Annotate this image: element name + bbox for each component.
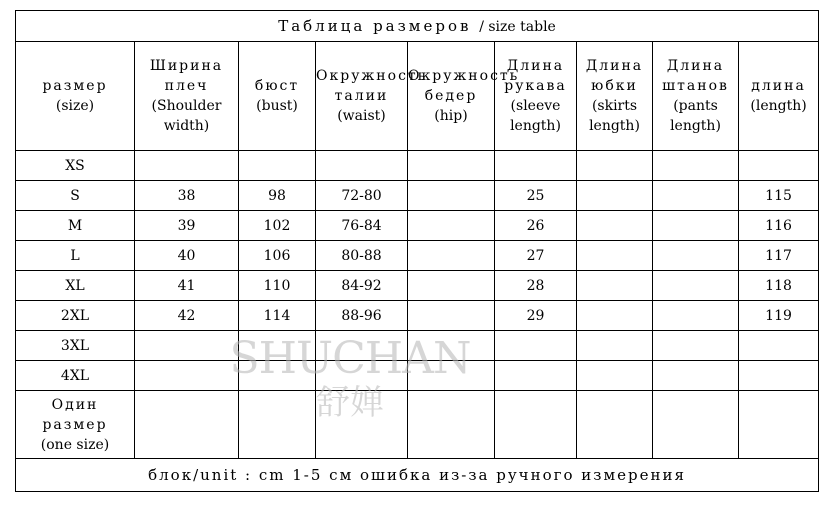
table-row <box>16 241 819 271</box>
cell-pants <box>653 181 739 211</box>
cell-waist: 84-92 <box>316 271 408 301</box>
cell-length <box>739 331 819 361</box>
cell-hip <box>408 301 495 331</box>
cell-hip <box>408 271 495 301</box>
header-shoulder-ru: Ширина плеч <box>149 58 224 94</box>
cell-waist <box>316 151 408 181</box>
cell-length: 119 <box>739 301 819 331</box>
header-pants-ru: Длина штанов <box>662 58 729 94</box>
header-skirt-en: (skirts length) <box>589 98 640 134</box>
cell-pants <box>653 271 739 301</box>
table-title <box>16 11 819 42</box>
table-cell <box>316 391 408 459</box>
cell-skirt <box>577 271 653 301</box>
table-cell <box>239 391 316 459</box>
cell-pants <box>653 241 739 271</box>
cell-sleeve: 29 <box>495 301 577 331</box>
cell-length: 115 <box>739 181 819 211</box>
watermark-en: SHUCHAN <box>229 333 471 384</box>
cell-length: 118 <box>739 271 819 301</box>
table-row <box>16 331 819 361</box>
cell-bust <box>239 331 316 361</box>
header-size <box>16 42 135 151</box>
cell-bust: 106 <box>239 241 316 271</box>
cell-skirt <box>577 331 653 361</box>
one-size-ru: Один размер <box>42 396 108 433</box>
table-row <box>16 271 819 301</box>
header-shoulder <box>135 42 239 151</box>
header-length <box>739 42 819 151</box>
cell-pants <box>653 151 739 181</box>
cell-bust <box>239 151 316 181</box>
header-bust <box>239 42 316 151</box>
header-sleeve-en: (sleeve length) <box>510 98 561 134</box>
cell-size: M <box>16 211 135 241</box>
size-rows <box>16 151 819 391</box>
cell-skirt <box>577 361 653 391</box>
header-length-en: (length) <box>750 98 807 114</box>
cell-shoulder: 40 <box>135 241 239 271</box>
cell-bust: 102 <box>239 211 316 241</box>
table-cell <box>577 391 653 459</box>
cell-waist: 72-80 <box>316 181 408 211</box>
header-size-en: (size) <box>55 98 95 114</box>
header-waist <box>316 42 428 151</box>
measurement-note: блок/unit : cm 1-5 см ошибка из-за ручного измерения <box>16 459 819 492</box>
table-row <box>16 211 819 241</box>
table-cell <box>739 391 819 459</box>
cell-pants <box>653 361 739 391</box>
cell-length <box>739 151 819 181</box>
cell-sleeve: 28 <box>495 271 577 301</box>
cell-sleeve <box>495 331 577 361</box>
header-length-ru: длина <box>751 78 806 94</box>
cell-hip <box>408 151 495 181</box>
cell-skirt <box>577 181 653 211</box>
cell-shoulder: 42 <box>135 301 239 331</box>
header-skirt <box>577 42 653 151</box>
table-row <box>16 361 819 391</box>
cell-size: 2XL <box>16 301 135 331</box>
header-waist-ru: Окружность талии <box>316 68 428 104</box>
cell-bust <box>239 361 316 391</box>
cell-skirt <box>577 241 653 271</box>
table-row <box>16 181 819 211</box>
cell-size: XS <box>16 151 135 181</box>
cell-length: 116 <box>739 211 819 241</box>
header-shoulder-en: (Shoulder width) <box>151 98 222 134</box>
cell-shoulder: 38 <box>135 181 239 211</box>
size-table <box>15 10 819 492</box>
cell-hip <box>408 331 495 361</box>
cell-pants <box>653 301 739 331</box>
cell-hip <box>408 361 495 391</box>
table-cell <box>408 391 495 459</box>
cell-sleeve: 27 <box>495 241 577 271</box>
size-chart-sheet <box>15 10 818 504</box>
table-row <box>16 301 819 331</box>
one-size-en: (one size) <box>40 436 110 453</box>
header-pants-en: (pants length) <box>670 98 721 134</box>
header-sleeve-ru: Длина рукава <box>504 58 567 94</box>
cell-waist <box>316 361 408 391</box>
header-size-ru: размер <box>42 78 108 94</box>
cell-hip <box>408 211 495 241</box>
cell-pants <box>653 331 739 361</box>
cell-sleeve <box>495 361 577 391</box>
cell-size: XL <box>16 271 135 301</box>
table-cell <box>135 391 239 459</box>
header-hip <box>408 42 520 151</box>
cell-size: S <box>16 181 135 211</box>
cell-waist: 80-88 <box>316 241 408 271</box>
cell-shoulder <box>135 361 239 391</box>
cell-skirt <box>577 211 653 241</box>
title-en: / size table <box>479 18 556 35</box>
cell-length <box>739 361 819 391</box>
cell-pants <box>653 211 739 241</box>
header-hip-ru: Окружность бедер <box>408 68 520 104</box>
cell-shoulder <box>135 151 239 181</box>
cell-sleeve: 25 <box>495 181 577 211</box>
cell-bust: 98 <box>239 181 316 211</box>
title-row <box>16 11 819 42</box>
cell-shoulder <box>135 331 239 361</box>
one-size-label <box>16 391 135 459</box>
cell-waist: 76-84 <box>316 211 408 241</box>
title-ru: Таблица размеров <box>278 16 472 35</box>
cell-skirt <box>577 151 653 181</box>
cell-hip <box>408 181 495 211</box>
header-bust-ru: бюст <box>254 78 300 94</box>
header-skirt-ru: Длина юбки <box>585 58 644 94</box>
cell-size: 3XL <box>16 331 135 361</box>
cell-bust: 110 <box>239 271 316 301</box>
cell-bust: 114 <box>239 301 316 331</box>
cell-waist: 88-96 <box>316 301 408 331</box>
cell-size: 4XL <box>16 361 135 391</box>
cell-shoulder: 39 <box>135 211 239 241</box>
header-row <box>16 42 819 151</box>
watermark-zh: 舒婵 <box>316 383 384 423</box>
header-waist-en: (waist) <box>337 108 386 124</box>
cell-skirt <box>577 301 653 331</box>
cell-length: 117 <box>739 241 819 271</box>
header-pants <box>653 42 739 151</box>
cell-sleeve <box>495 151 577 181</box>
header-bust-en: (bust) <box>256 98 298 114</box>
header-sleeve <box>495 42 577 151</box>
header-hip-en: (hip) <box>434 108 468 124</box>
table-row <box>16 151 819 181</box>
table-cell <box>495 391 577 459</box>
cell-shoulder: 41 <box>135 271 239 301</box>
cell-hip <box>408 241 495 271</box>
cell-waist <box>316 331 408 361</box>
table-cell <box>653 391 739 459</box>
footer-row <box>16 459 819 492</box>
one-size-row <box>16 391 819 459</box>
cell-size: L <box>16 241 135 271</box>
cell-sleeve: 26 <box>495 211 577 241</box>
